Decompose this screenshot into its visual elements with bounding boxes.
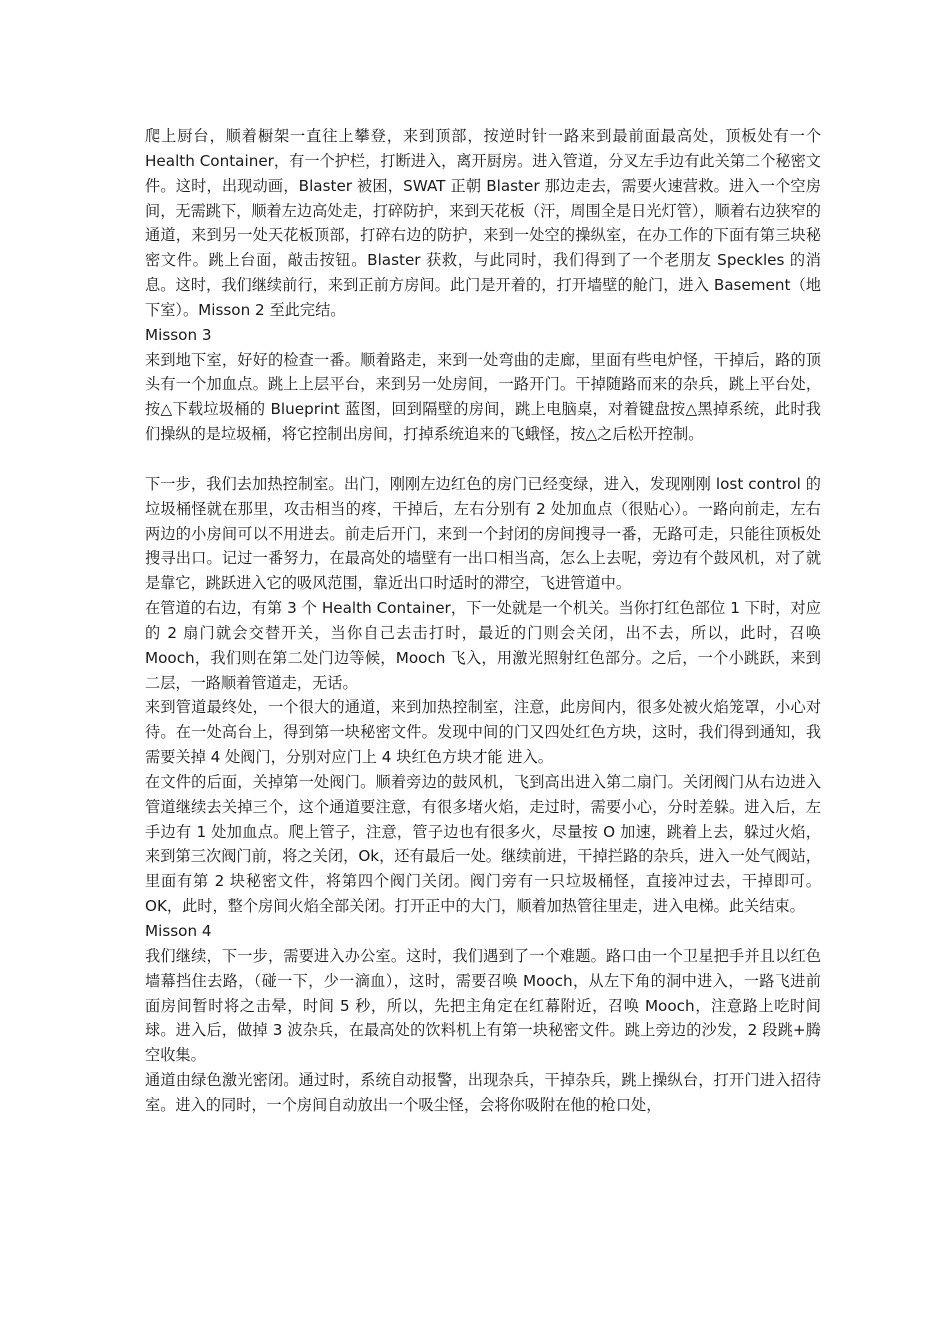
paragraph-mission2-end: 爬上厨台，顺着橱架一直往上攀登，来到顶部，按逆时针一路来到最前面最高处，顶板处有一个 Health Container，有一个护栏，打断进入，离开厨房。进入管道，分叉左手边有此关第二个秘密文件。这时，出现动画，Blaster 被困，SWAT 正朝 Blaster 那边走去，需要火速营救。进入一个空房间，无需跳下，顺着左边高处走，打碎防护，来到天花板（汗，周围全是日光灯管），顺着右边狭窄的通道，来到另一处天花板顶部，打碎右边的防护，来到一处空的操纵室，在办工作的下面有第三块秘密文件。跳上台面，敲击按钮。Blaster 获救，与此同时，我们得到了一个老朋友 Speckles 的消息。这时，我们继续前行，来到正前方房间。此门是开着的，打开墙壁的舱门，进入 Basement（地下室）。Misson 2 至此完结。 <box>145 127 821 319</box>
paragraph-basement: 来到地下室，好好的检查一番。顺着路走，来到一处弯曲的走廊，里面有些电炉怪，干掉后，路的顶头有一个加血点。跳上上层平台，来到另一处房间，一路开门。干掉随路而来的杂兵，跳上平台处，按△下载垃圾桶的 Blueprint 蓝图，回到隔壁的房间，跳上电脑桌，对着键盘按△黑掉系统，此时我们操纵的是垃圾桶，将它控制出房间，打掉系统追来的飞蛾怪，按△之后松开控制。 <box>145 350 821 444</box>
heading-mission-3: Misson 3 <box>145 325 212 344</box>
paragraph-pipe-mechanism: 在管道的右边，有第 3 个 Health Container，下一处就是一个机关。当你打红色部位 1 下时，对应的 2 扇门就会交替开关，当你自己去击打时，最近的门则会关闭，出不去，所以，此时，召唤 Mooch，我们则在第二处门边等候，Mooch 飞入，用激光照射红色部分。之后，一个小跳跃，来到二层，一路顺着管道走，无话。 <box>145 599 821 692</box>
document-page <box>145 124 821 1118</box>
blank-line <box>145 447 821 472</box>
paragraph-laser-passage: 通道由绿色激光密闭。通过时，系统自动报警，出现杂兵，干掉杂兵，跳上操纵台，打开门进入招待室。进入的同时，一个房间自动放出一个吸尘怪，会将你吸附在他的枪口处， <box>145 1071 821 1114</box>
paragraph-valves: 在文件的后面，关掉第一处阀门。顺着旁边的鼓风机，飞到高出进入第二扇门。关闭阀门从右边进入管道继续去关掉三个，这个通道要注意，有很多堵火焰，走过时，需要小心，分时差躲。进入后，左手边有 1 处加血点。爬上管子，注意，管子边也有很多火，尽量按 O 加速，跳着上去，躲过火焰，来到第三次阀门前，将之关闭，Ok，还有最后一处。继续前进，干掉拦路的杂兵，进入一处气阀站，里面有第 2 块秘密文件，将第四个阀门关闭。阀门旁有一只垃圾桶怪，直接冲过去，干掉即可。OK，此时，整个房间火焰全部关闭。打开正中的大门，顺着加热管往里走，进入电梯。此关结束。 <box>145 772 821 916</box>
paragraph-heating-room: 来到管道最终处，一个很大的通道，来到加热控制室，注意，此房间内，很多处被火焰笼罩，小心对待。在一处高台上，得到第一块秘密文件。发现中间的门又四处红色方块，这时，我们得到通知，我需要关掉 4 处阀门，分别对应门上 4 块红色方块才能 进入。 <box>145 698 821 767</box>
heading-mission-4: Misson 4 <box>145 922 212 940</box>
paragraph-heating-control: 下一步，我们去加热控制室。出门，刚刚左边红色的房门已经变绿，进入，发现刚刚 lost control 的垃圾桶怪就在那里，攻击相当的疼，干掉后，左右分别有 2 处加血点（很贴心）。一路向前走，左右两边的小房间可以不用进去。前走后开门，来到一个封闭的房间搜寻一番，无路可走，只能往顶板处搜寻出口。记过一番努力，在最高处的墙壁有一出口相当高，怎么上去呢，旁边有个鼓风机，对了就是靠它，跳跃进入它的吸风范围，靠近出口时适时的滞空，飞进管道中。 <box>145 474 821 593</box>
paragraph-office: 我们继续，下一步，需要进入办公室。这时，我们遇到了一个难题。路口由一个卫星把手并且以红色墙幕挡住去路，（碰一下，少一滴血），这时，需要召唤 Mooch，从左下角的洞中进入，一路飞进前面房间暂时将之击晕，时间 5 秒，所以，先把主角定在红幕附近，召唤 Mooch，注意路上吃时间球。进入后，做掉 3 波杂兵，在最高处的饮料机上有第一块秘密文件。跳上旁边的沙发，2 段跳+腾空收集。 <box>145 946 821 1065</box>
